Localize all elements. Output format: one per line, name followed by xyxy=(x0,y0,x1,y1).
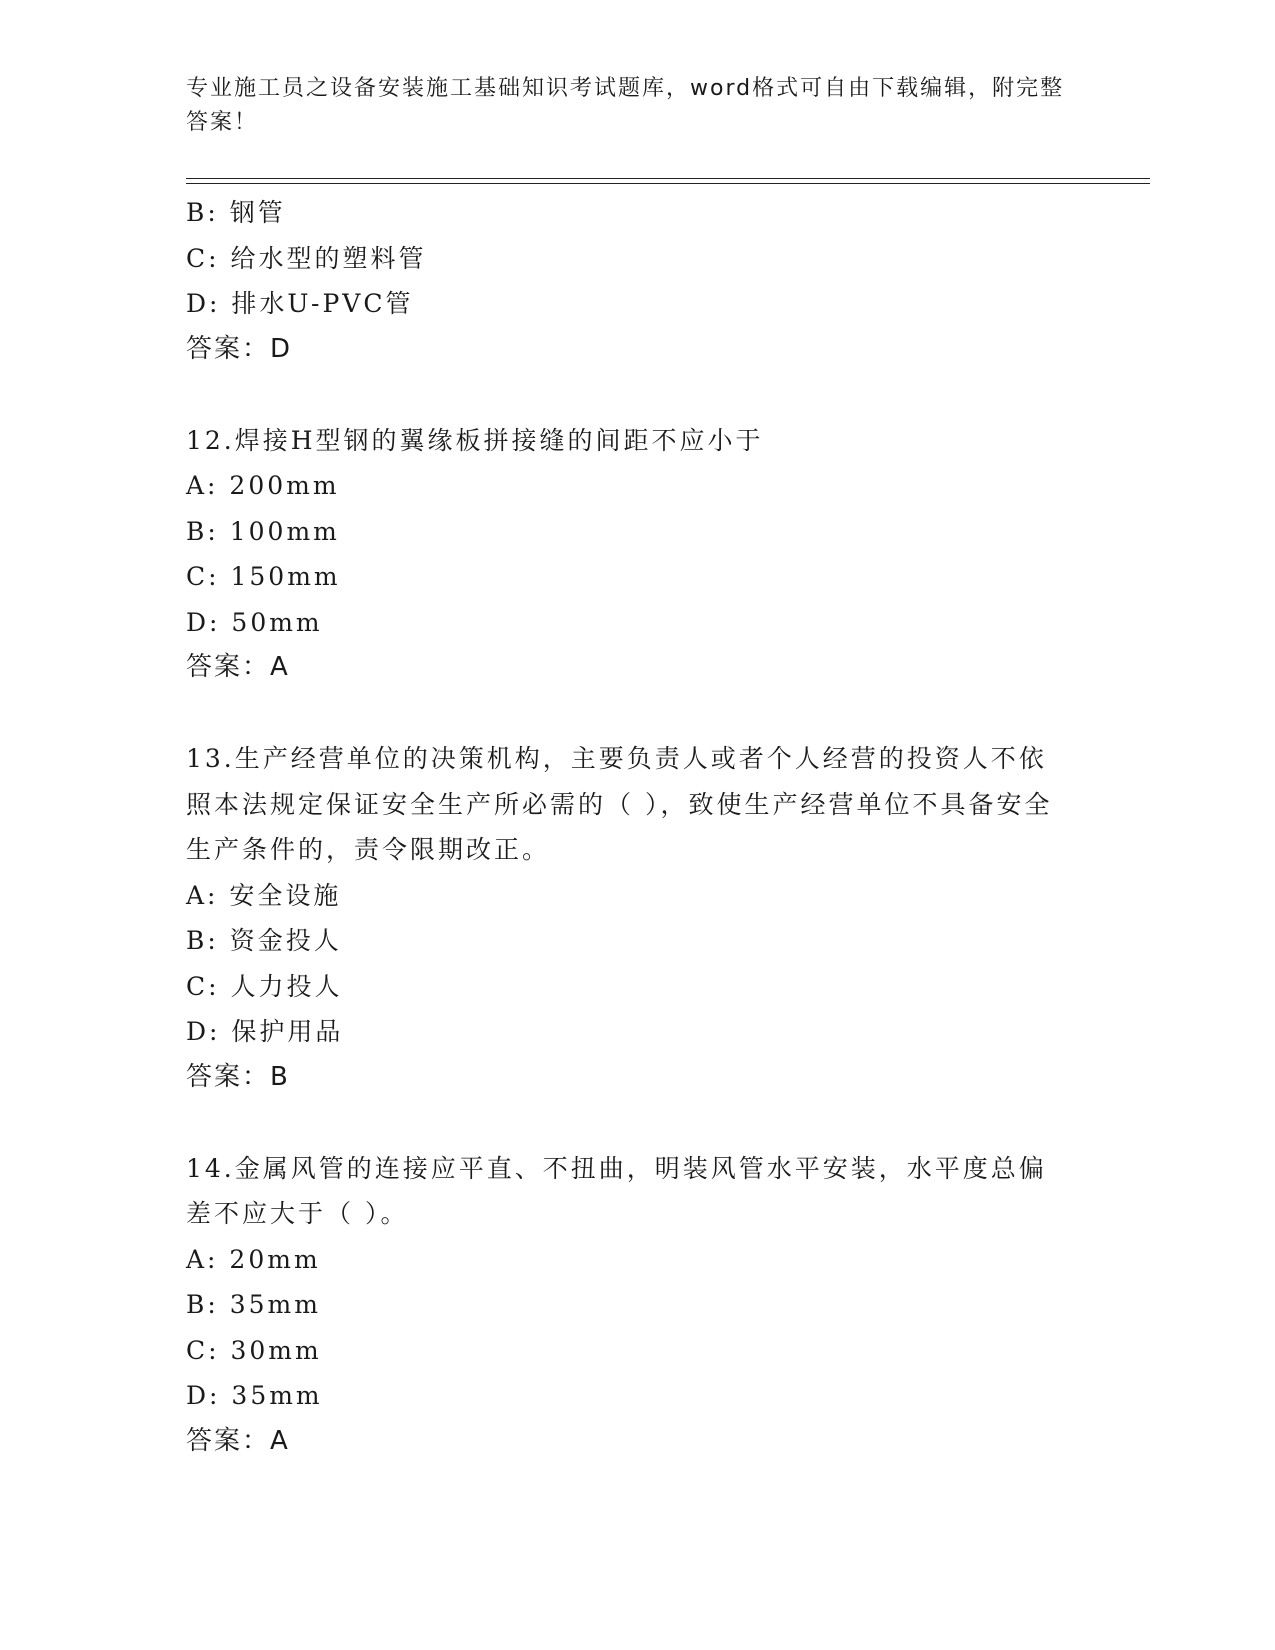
question-text: 13.生产经营单位的决策机构，主要负责人或者个人经营的投资人不依照本法规定保证安全生产所必需的（ ），致使生产经营单位不具备安全生产条件的，责令限期改正。 xyxy=(186,744,1053,864)
option-b: B: 钢管 xyxy=(186,198,286,227)
header-rule-bottom xyxy=(186,183,1150,184)
option-c: C: 给水型的塑料管 xyxy=(186,243,427,273)
option-a: A: 20mm xyxy=(186,1244,321,1274)
option-d: D: 排水U-PVC管 xyxy=(186,289,414,318)
prev-question xyxy=(186,190,1086,372)
question-13 xyxy=(186,736,1086,1100)
question-12 xyxy=(186,418,1086,691)
question-text: 14.金属风管的连接应平直、不扭曲，明装风管水平安装，水平度总偏差不应大于（ ）。 xyxy=(186,1153,1047,1228)
option-a: A: 200mm xyxy=(186,471,340,500)
header-rule-top xyxy=(186,178,1150,179)
option-d: D: 保护用品 xyxy=(186,1017,344,1046)
answer-line: 答案：D xyxy=(186,333,293,364)
option-b: B: 35mm xyxy=(186,1290,321,1319)
option-b: B: 资金投人 xyxy=(186,926,342,955)
option-c: C: 30mm xyxy=(186,1335,322,1365)
answer-line: 答案：B xyxy=(186,1061,290,1092)
option-b: B: 100mm xyxy=(186,516,340,546)
option-c: C: 人力投人 xyxy=(186,971,343,1001)
answer-line: 答案：A xyxy=(186,652,290,682)
option-c: C: 150mm xyxy=(186,562,341,591)
option-a: A: 安全设施 xyxy=(186,880,342,910)
question-text: 12.焊接H型钢的翼缘板拼接缝的间距不应小于 xyxy=(186,425,764,455)
option-d: D: 50mm xyxy=(186,607,323,637)
option-d: D: 35mm xyxy=(186,1381,323,1410)
spacer xyxy=(186,1100,1086,1146)
question-14 xyxy=(186,1146,1086,1465)
answer-line: 答案：A xyxy=(186,1425,290,1456)
spacer xyxy=(186,691,1086,737)
document-header: 专业施工员之设备安装施工基础知识考试题库，word格式可自由下载编辑，附完整答案！ xyxy=(186,76,1065,135)
spacer xyxy=(186,372,1086,418)
document-body xyxy=(186,190,1086,1464)
